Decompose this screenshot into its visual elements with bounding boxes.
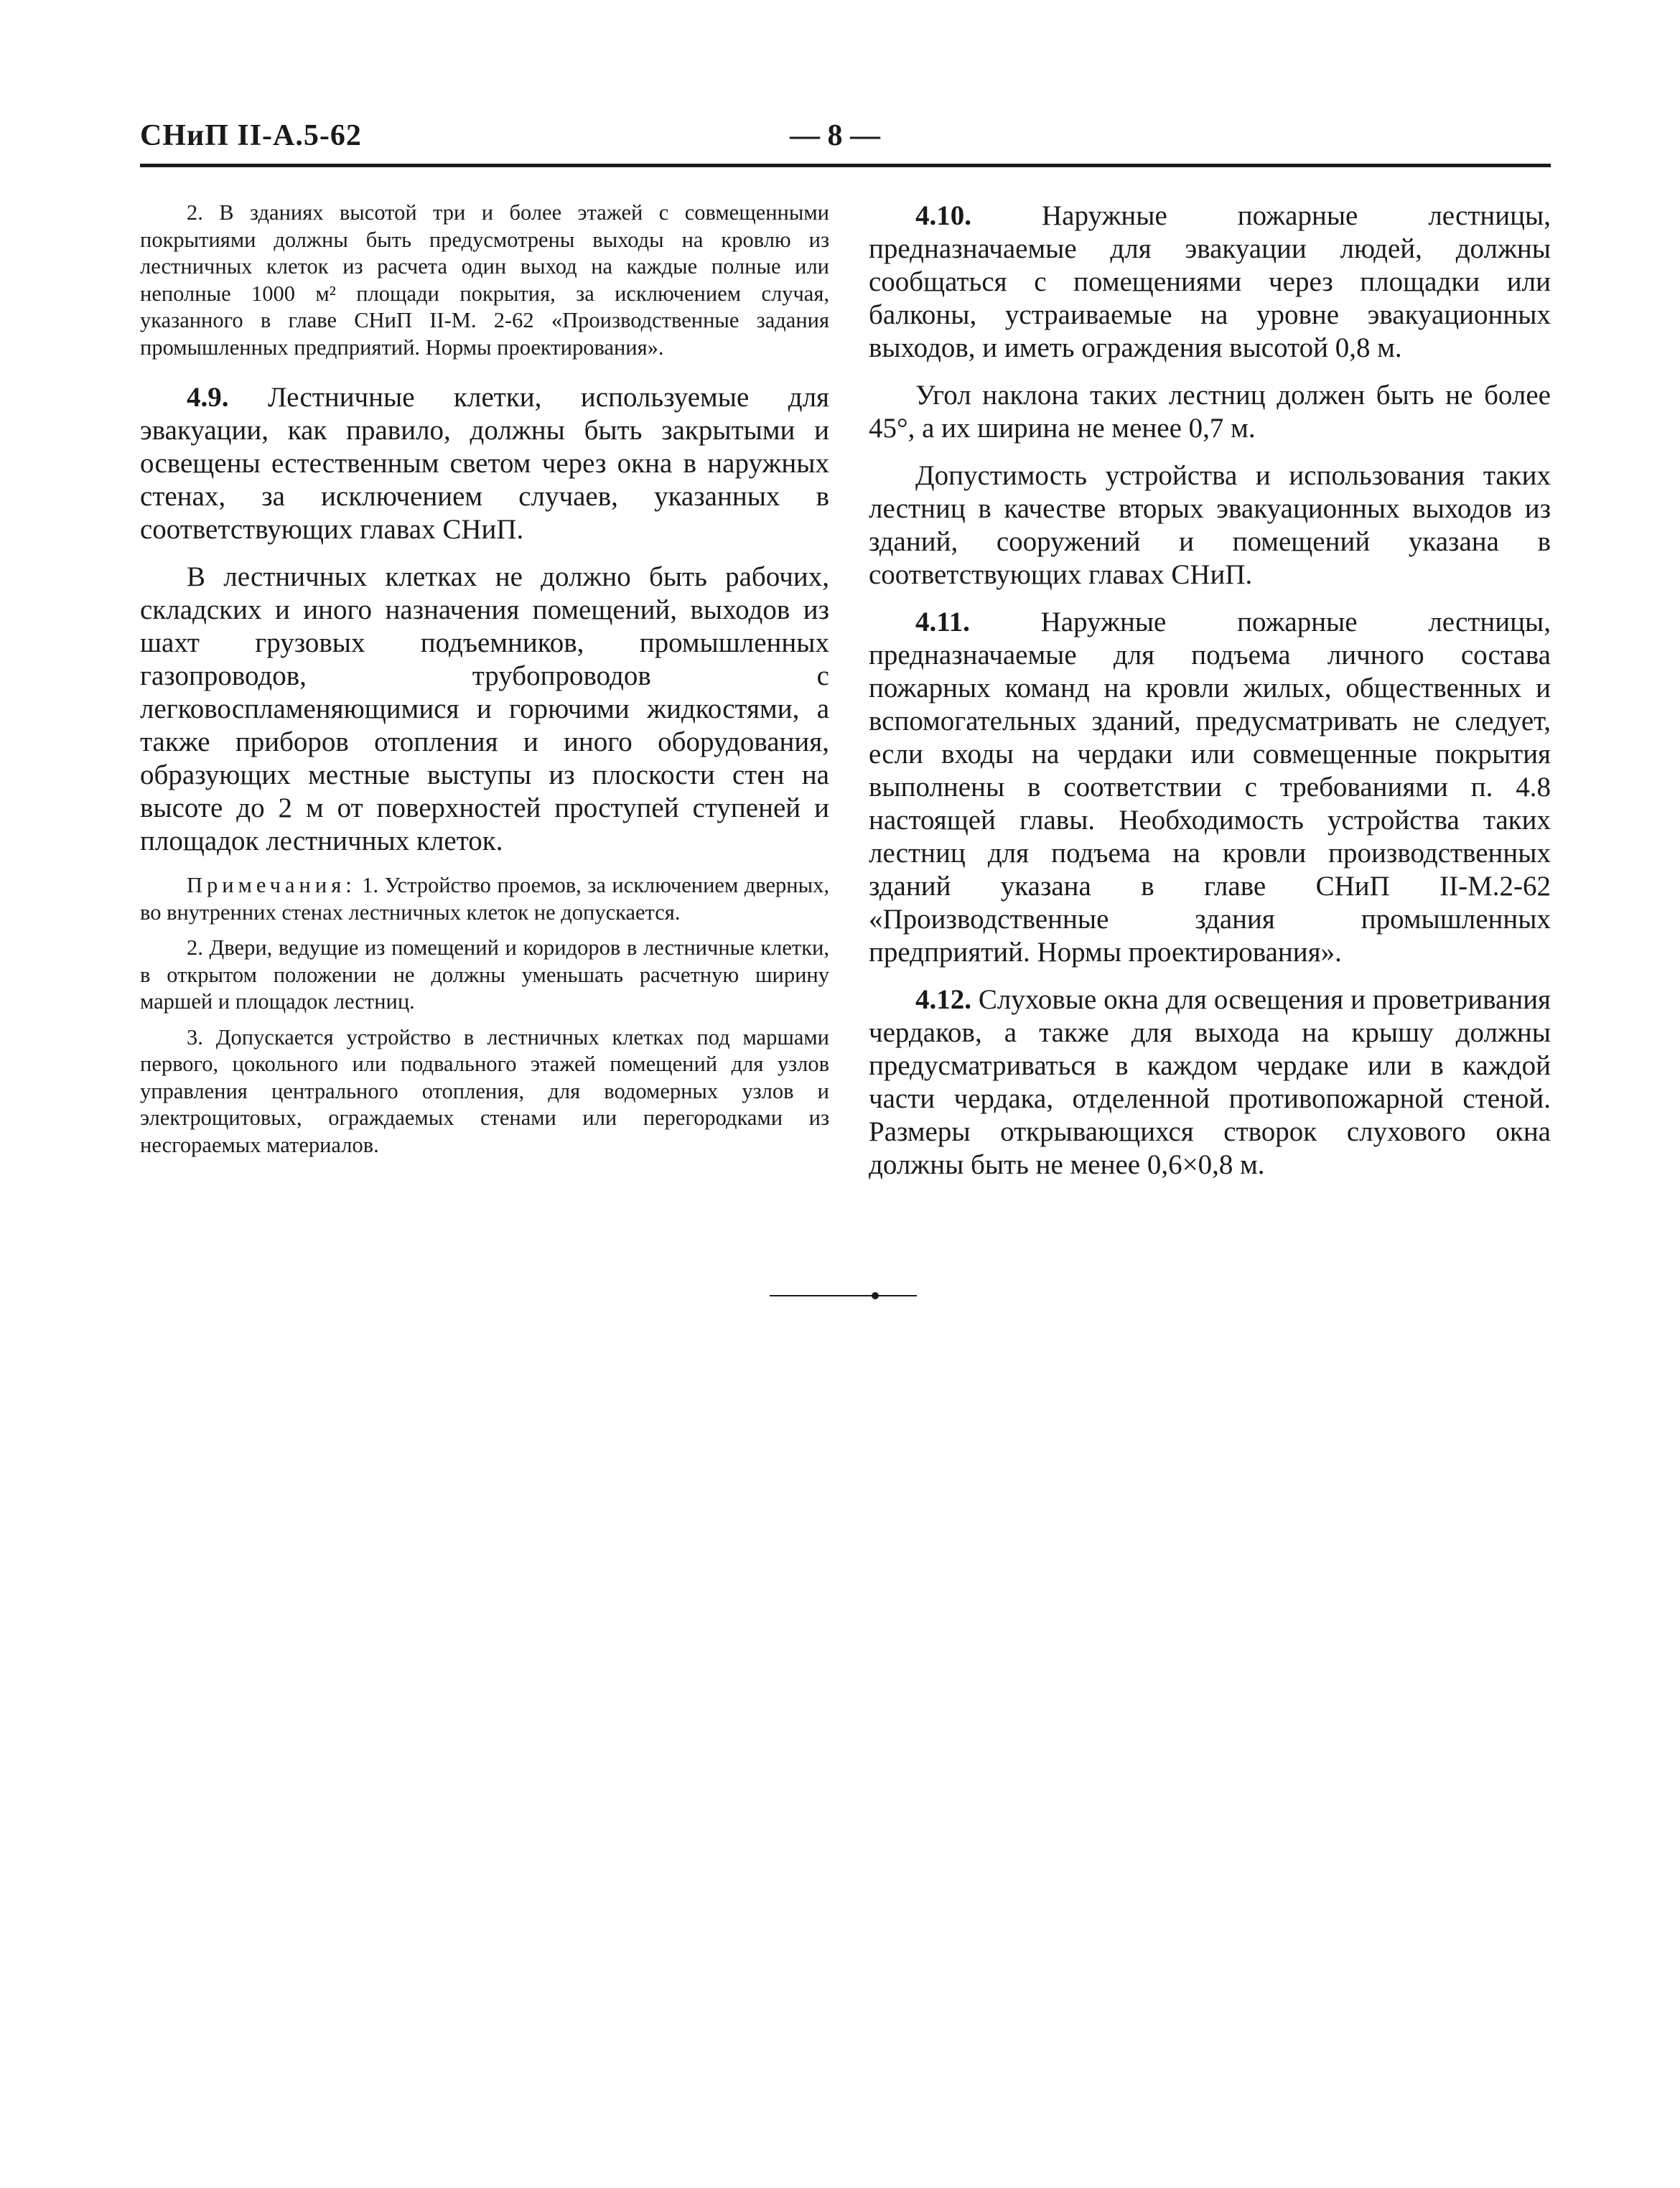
right-column [869,200,1551,1182]
section-text: Лестничные клетки, используемые для эвакуации, как правило, должны быть закрытыми и освещены естественным светом через окна в наружных стенах, за исключением случаев, указанных в соответствующих главах СНиП. [140,382,829,545]
page-number: — 8 — [790,119,880,152]
end-ornament [770,1292,917,1299]
document-code: СНиП II-А.5-62 [140,119,362,152]
left-column [140,200,829,1159]
section-number: 4.10. [915,200,971,231]
section-4-11 [869,606,1551,969]
section-number: 4.12. [915,984,971,1015]
notes-text: 1. Устройство проемов, за исключением дверных, во внутренних стенах лестничных клеток не допускается. [140,873,829,925]
notes-2: 2. Двери, ведущие из помещений и коридоров в лестничные клетки, в открытом положении не должны уменьшать расчетную ширину маршей и площадок лестниц. [140,935,829,1014]
section-4-9 [140,381,829,546]
section-text: Наружные пожарные лестницы, предназначаемые для подъема личного состава пожарных команд на кровли жилых, общественных и вспомогательных зданий, предусматривать не следует, если входы на чердаки или совмещенные покрытия выполнены в соответствии с требованиями п. 4.8 настоящей главы. Необходимость устройства таких лестниц для подъема на кровли производственных зданий указана в главе СНиП II-М.2-62 «Производственные здания промышленных предприятий. Нормы проектирования». [869,607,1551,968]
ornament-line [770,1295,917,1296]
section-4-12 [869,983,1551,1182]
section-4-10 [869,200,1551,365]
notes-label: Примечания: [187,873,356,897]
section-4-9-paragraph-2: В лестничных клетках не должно быть рабочих, складских и иного назначения помещений, выходов из шахт грузовых подъемников, промышленных газопроводов, трубопроводов с легковоспламеняющимися и горючими жидкостями, а также приборов отопления и иного оборудования, образующих местные выступы из плоскости стен на высоте до 2 м от поверхностей проступей ступеней и площадок лестничных клеток. [140,561,829,856]
section-number: 4.11. [915,607,970,637]
note-paragraph-2: 2. В зданиях высотой три и более этажей с совмещенными покрытиями должны быть предусмотрены выходы на кровлю из лестничных клеток из расчета один выход на каждые полные или неполные 1000 м² площади покрытия, за исключением случая, указанного в главе СНиП II-М. 2-62 «Производственные задания промышленных предприятий. Нормы проектирования». [140,200,829,360]
section-4-10-paragraph-2: Угол наклона таких лестниц должен быть не более 45°, а их ширина не менее 0,7 м. [869,380,1551,444]
section-4-10-paragraph-3: Допустимость устройства и использования таких лестниц в качестве вторых эвакуационных выходов из зданий, сооружений и помещений указана в соответствующих главах СНиП. [869,460,1551,590]
ornament-dot [872,1292,879,1299]
notes-1 [140,872,829,926]
section-number: 4.9. [187,382,229,413]
notes-3: 3. Допускается устройство в лестничных клетках под маршами первого, цокольного или подвального этажей помещений для узлов управления центрального отопления, для водомерных узлов и электрощитовых, ограждаемых стенами или перегородками из несгораемых материалов. [140,1024,829,1157]
section-text: Слуховые окна для освещения и проветривания чердаков, а также для выхода на крышу должны предусматриваться в каждом чердаке или в каждой части чердака, отделенной противопожарной стеной. Размеры открывающихся створок слухового окна должны быть не менее 0,6×0,8 м. [869,984,1551,1180]
page-header [140,118,1551,162]
section-text: Наружные пожарные лестницы, предназначаемые для эвакуации людей, должны сообщаться с помещениями через площадки или балконы, устраиваемые на уровне эвакуационных выходов, и иметь ограждения высотой 0,8 м. [869,200,1551,363]
header-rule [140,164,1551,167]
